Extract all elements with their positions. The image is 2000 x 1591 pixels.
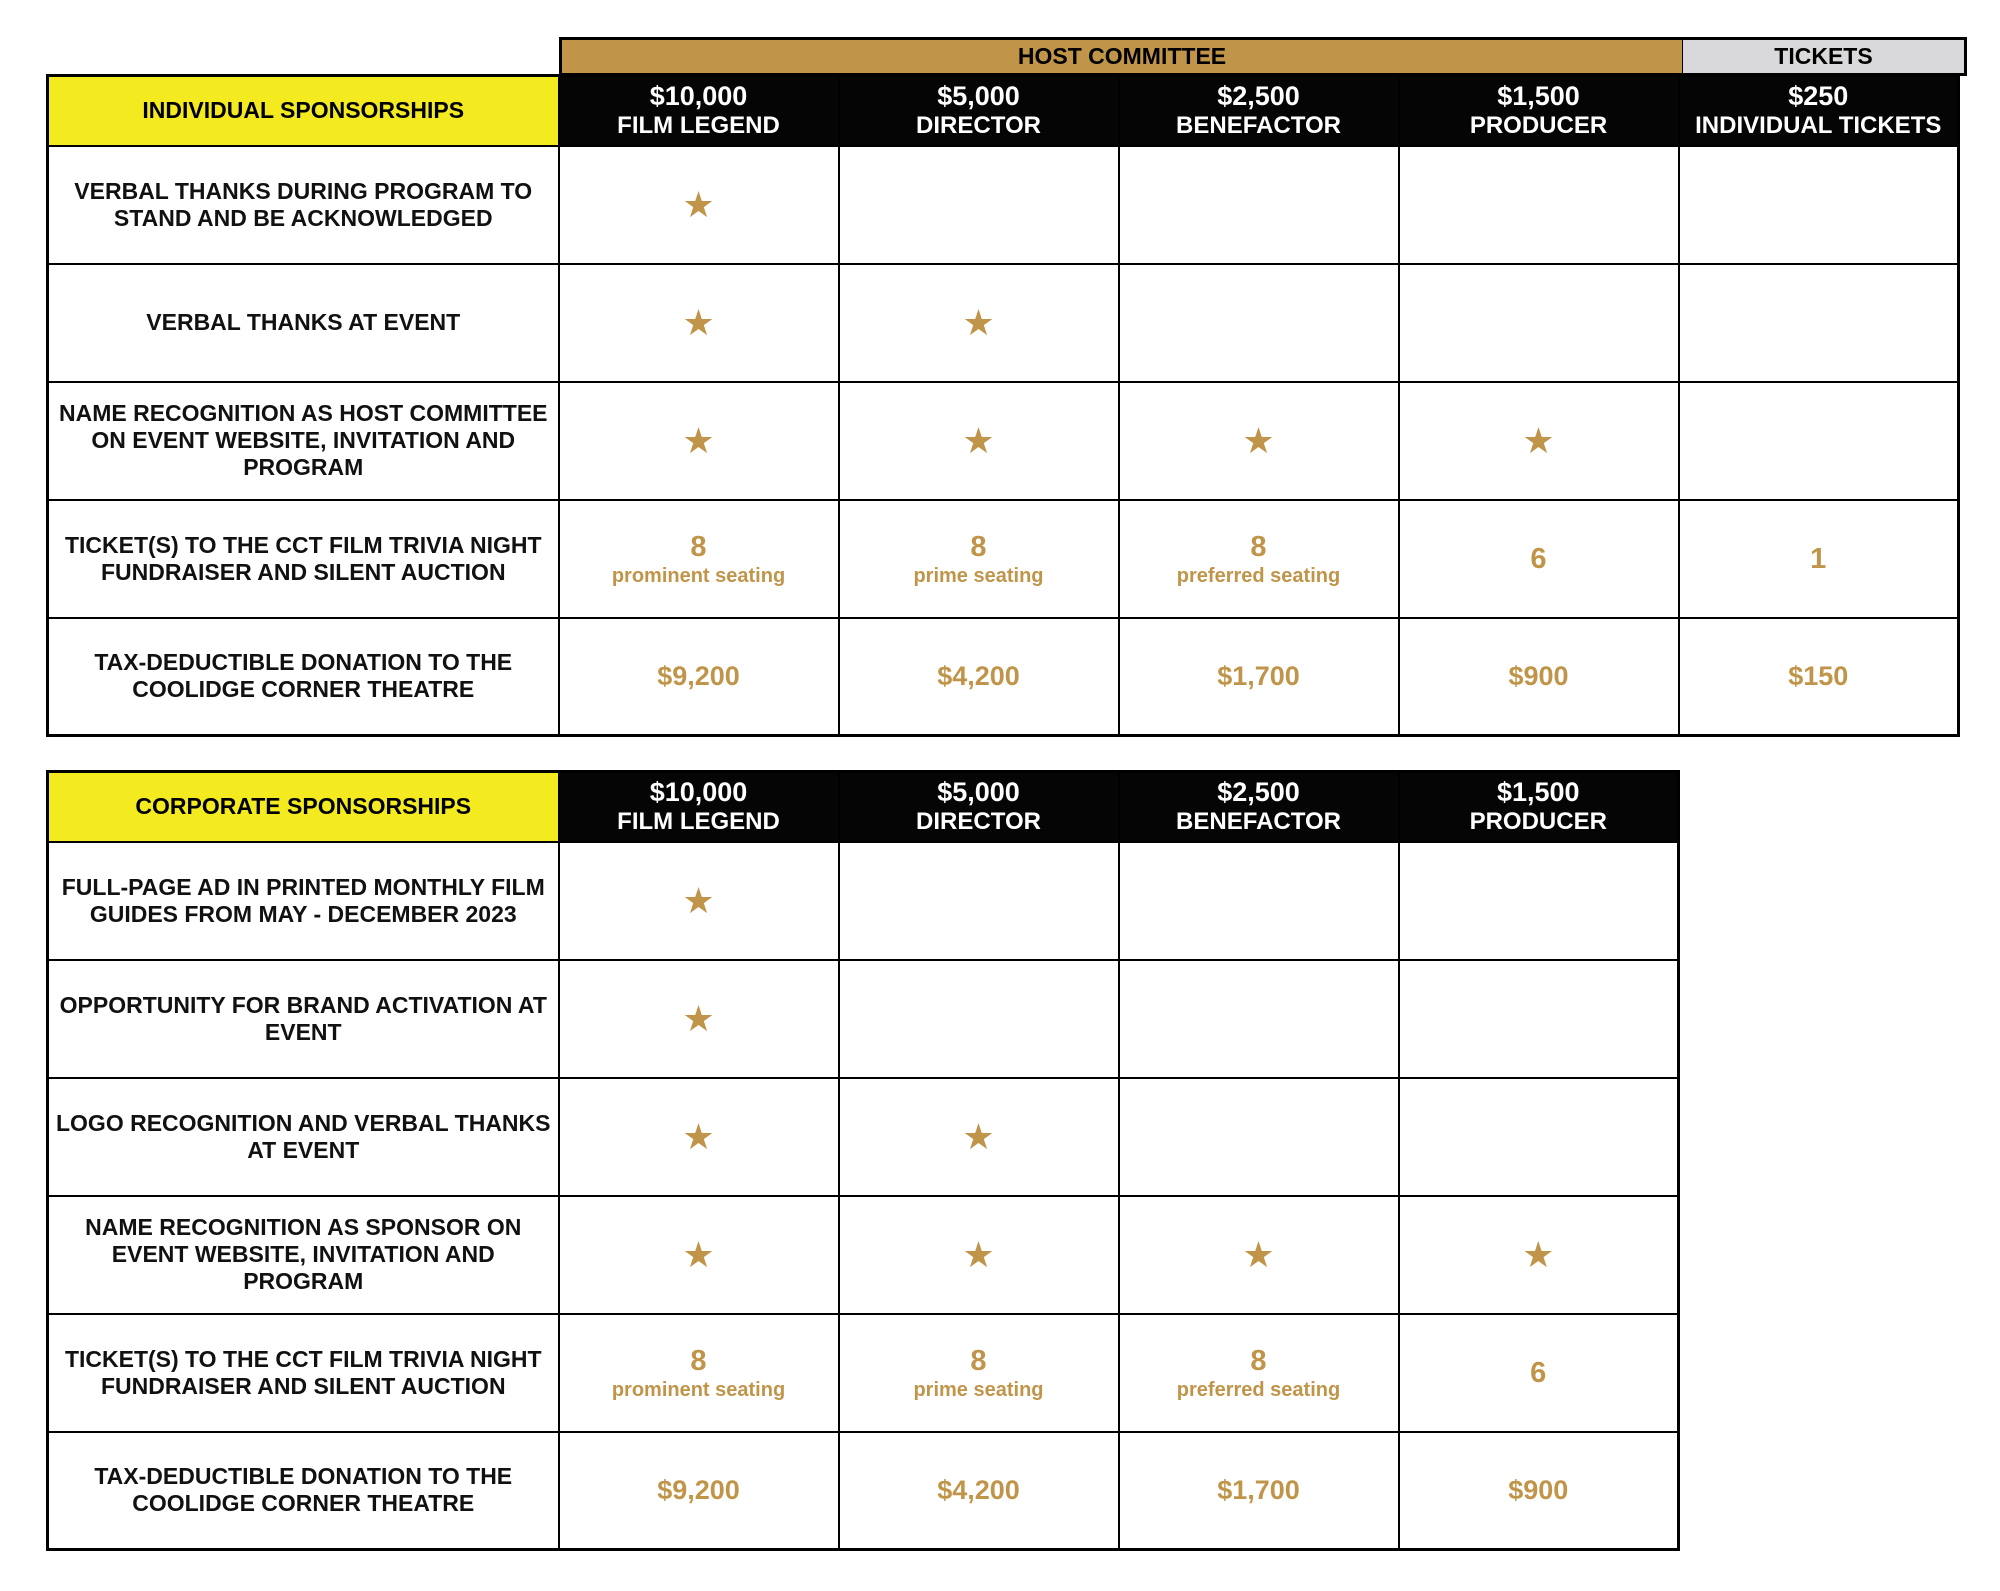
benefit-cell	[1399, 960, 1679, 1078]
table-row	[48, 1196, 1679, 1314]
tier-name: INDIVIDUAL TICKETS	[1695, 111, 1942, 139]
benefit-label: TAX-DEDUCTIBLE DONATION TO THE COOLIDGE CORNER THEATRE	[48, 618, 559, 736]
star-icon: ★	[1242, 1233, 1275, 1275]
benefit-cell	[559, 1314, 839, 1432]
tier-name: DIRECTOR	[916, 111, 1041, 139]
benefit-cell	[1119, 382, 1399, 500]
table-row	[48, 264, 1959, 382]
ticket-count: 1	[1810, 542, 1827, 575]
benefit-cell	[1119, 1196, 1399, 1314]
benefit-cell	[1119, 1432, 1399, 1550]
ticket-count: 6	[1530, 1356, 1547, 1389]
table-row	[48, 1078, 1679, 1196]
benefit-label: VERBAL THANKS DURING PROGRAM TO STAND AND BE ACKNOWLEDGED	[48, 146, 559, 264]
tier-header	[1119, 772, 1399, 842]
corporate-sponsorship-table	[46, 770, 1680, 1551]
star-icon: ★	[682, 1233, 715, 1275]
benefit-cell	[1399, 618, 1679, 736]
tier-header	[839, 772, 1119, 842]
table-row	[48, 618, 1959, 736]
benefit-cell	[559, 146, 839, 264]
benefit-cell	[839, 382, 1119, 500]
star-icon: ★	[682, 419, 715, 461]
donation-amount: $900	[1508, 1474, 1569, 1505]
ticket-count: 8	[1250, 1344, 1267, 1377]
star-icon: ★	[1522, 1233, 1555, 1275]
ticket-count: 8	[690, 530, 707, 563]
tier-name: FILM LEGEND	[617, 111, 780, 139]
seating-note: prominent seating	[611, 1378, 786, 1401]
donation-amount: $9,200	[657, 660, 740, 691]
benefit-cell	[1119, 264, 1399, 382]
benefit-cell	[839, 842, 1119, 960]
star-icon: ★	[682, 183, 715, 225]
donation-amount: $4,200	[937, 1474, 1020, 1505]
table-row	[48, 1314, 1679, 1432]
table-row	[48, 960, 1679, 1078]
benefit-cell	[1399, 1078, 1679, 1196]
benefit-cell	[559, 382, 839, 500]
benefit-cell	[1119, 146, 1399, 264]
benefit-cell	[559, 1196, 839, 1314]
benefit-cell	[559, 500, 839, 618]
benefit-cell	[839, 960, 1119, 1078]
benefit-cell	[1399, 1196, 1679, 1314]
tier-name: FILM LEGEND	[617, 807, 780, 835]
benefit-cell	[1399, 382, 1679, 500]
benefit-cell	[839, 1196, 1119, 1314]
benefit-cell	[1679, 264, 1959, 382]
table-row	[48, 1432, 1679, 1550]
benefit-cell	[839, 146, 1119, 264]
section-title: CORPORATE SPONSORSHIPS	[48, 772, 559, 842]
benefit-cell	[839, 1078, 1119, 1196]
ticket-count: 8	[690, 1344, 707, 1377]
tier-name: BENEFACTOR	[1176, 111, 1341, 139]
benefit-cell	[1399, 842, 1679, 960]
benefit-cell	[1119, 842, 1399, 960]
benefit-cell	[1399, 500, 1679, 618]
benefit-cell	[1399, 1432, 1679, 1550]
benefit-cell	[1399, 264, 1679, 382]
star-icon: ★	[682, 997, 715, 1039]
tier-name: DIRECTOR	[916, 807, 1041, 835]
tier-amount: $10,000	[649, 80, 748, 111]
star-icon: ★	[682, 1115, 715, 1157]
benefit-cell	[1119, 500, 1399, 618]
benefit-cell	[1679, 500, 1959, 618]
tier-header	[1399, 772, 1679, 842]
benefit-cell	[839, 1432, 1119, 1550]
benefit-cell	[1119, 1314, 1399, 1432]
star-icon: ★	[962, 1115, 995, 1157]
table-row	[48, 382, 1959, 500]
table-row	[48, 500, 1959, 618]
host-committee-header: HOST COMMITTEE	[559, 37, 1685, 76]
benefit-cell	[559, 264, 839, 382]
benefit-cell	[1399, 146, 1679, 264]
donation-amount: $1,700	[1217, 660, 1300, 691]
seating-note: preferred seating	[1176, 1378, 1341, 1401]
tier-amount: $2,500	[1217, 80, 1300, 111]
tier-header	[839, 76, 1119, 146]
ticket-count: 8	[970, 530, 987, 563]
section-title: INDIVIDUAL SPONSORSHIPS	[48, 76, 559, 146]
table-row	[48, 146, 1959, 264]
donation-amount: $4,200	[937, 660, 1020, 691]
star-icon: ★	[682, 879, 715, 921]
tier-name: PRODUCER	[1469, 111, 1608, 139]
benefit-cell	[839, 264, 1119, 382]
benefit-cell	[1679, 618, 1959, 736]
tier-header	[1119, 76, 1399, 146]
benefit-label: FULL-PAGE AD IN PRINTED MONTHLY FILM GUIDES FROM MAY - DECEMBER 2023	[48, 842, 559, 960]
benefit-label: VERBAL THANKS AT EVENT	[48, 264, 559, 382]
benefit-cell	[559, 1432, 839, 1550]
tier-amount: $5,000	[937, 776, 1020, 807]
star-icon: ★	[962, 419, 995, 461]
donation-amount: $150	[1788, 660, 1849, 691]
tickets-header: TICKETS	[1683, 37, 1967, 76]
tier-header	[559, 772, 839, 842]
donation-amount: $1,700	[1217, 1474, 1300, 1505]
benefit-label: TICKET(S) TO THE CCT FILM TRIVIA NIGHT FUNDRAISER AND SILENT AUCTION	[48, 1314, 559, 1432]
tier-header	[559, 76, 839, 146]
ticket-count: 6	[1530, 542, 1547, 575]
tier-header	[1399, 76, 1679, 146]
seating-note: preferred seating	[1176, 564, 1341, 587]
donation-amount: $9,200	[657, 1474, 740, 1505]
benefit-cell	[559, 1078, 839, 1196]
tier-name: PRODUCER	[1469, 807, 1607, 835]
benefit-label: TICKET(S) TO THE CCT FILM TRIVIA NIGHT FUNDRAISER AND SILENT AUCTION	[48, 500, 559, 618]
benefit-cell	[839, 1314, 1119, 1432]
benefit-label: NAME RECOGNITION AS SPONSOR ON EVENT WEBSITE, INVITATION AND PROGRAM	[48, 1196, 559, 1314]
seating-note: prime seating	[913, 1378, 1044, 1401]
benefit-label: OPPORTUNITY FOR BRAND ACTIVATION AT EVENT	[48, 960, 559, 1078]
seating-note: prominent seating	[611, 564, 786, 587]
benefit-cell	[1119, 960, 1399, 1078]
tier-amount: $2,500	[1217, 776, 1300, 807]
tier-amount: $10,000	[649, 776, 748, 807]
benefit-cell	[1679, 146, 1959, 264]
benefit-cell	[1119, 618, 1399, 736]
benefit-cell	[1399, 1314, 1679, 1432]
ticket-count: 8	[970, 1344, 987, 1377]
benefit-cell	[559, 842, 839, 960]
benefit-cell	[559, 960, 839, 1078]
tier-amount: $250	[1788, 80, 1849, 111]
tier-name: BENEFACTOR	[1176, 807, 1341, 835]
star-icon: ★	[682, 301, 715, 343]
tier-amount: $5,000	[937, 80, 1020, 111]
benefit-cell	[1679, 382, 1959, 500]
benefit-label: LOGO RECOGNITION AND VERBAL THANKS AT EVENT	[48, 1078, 559, 1196]
benefit-cell	[839, 618, 1119, 736]
benefit-cell	[1119, 1078, 1399, 1196]
donation-amount: $900	[1508, 660, 1569, 691]
star-icon: ★	[962, 301, 995, 343]
tier-header-row	[48, 76, 1959, 146]
ticket-count: 8	[1250, 530, 1267, 563]
individual-sponsorship-table	[46, 74, 1960, 737]
benefit-cell	[839, 500, 1119, 618]
star-icon: ★	[1522, 419, 1555, 461]
benefit-cell	[559, 618, 839, 736]
tier-amount: $1,500	[1497, 80, 1580, 111]
star-icon: ★	[962, 1233, 995, 1275]
tier-header	[1679, 76, 1959, 146]
benefit-label: TAX-DEDUCTIBLE DONATION TO THE COOLIDGE CORNER THEATRE	[48, 1432, 559, 1550]
seating-note: prime seating	[913, 564, 1044, 587]
table-row	[48, 842, 1679, 960]
star-icon: ★	[1242, 419, 1275, 461]
tier-amount: $1,500	[1496, 776, 1580, 807]
tier-header-row	[48, 772, 1679, 842]
benefit-label: NAME RECOGNITION AS HOST COMMITTEE ON EVENT WEBSITE, INVITATION AND PROGRAM	[48, 382, 559, 500]
